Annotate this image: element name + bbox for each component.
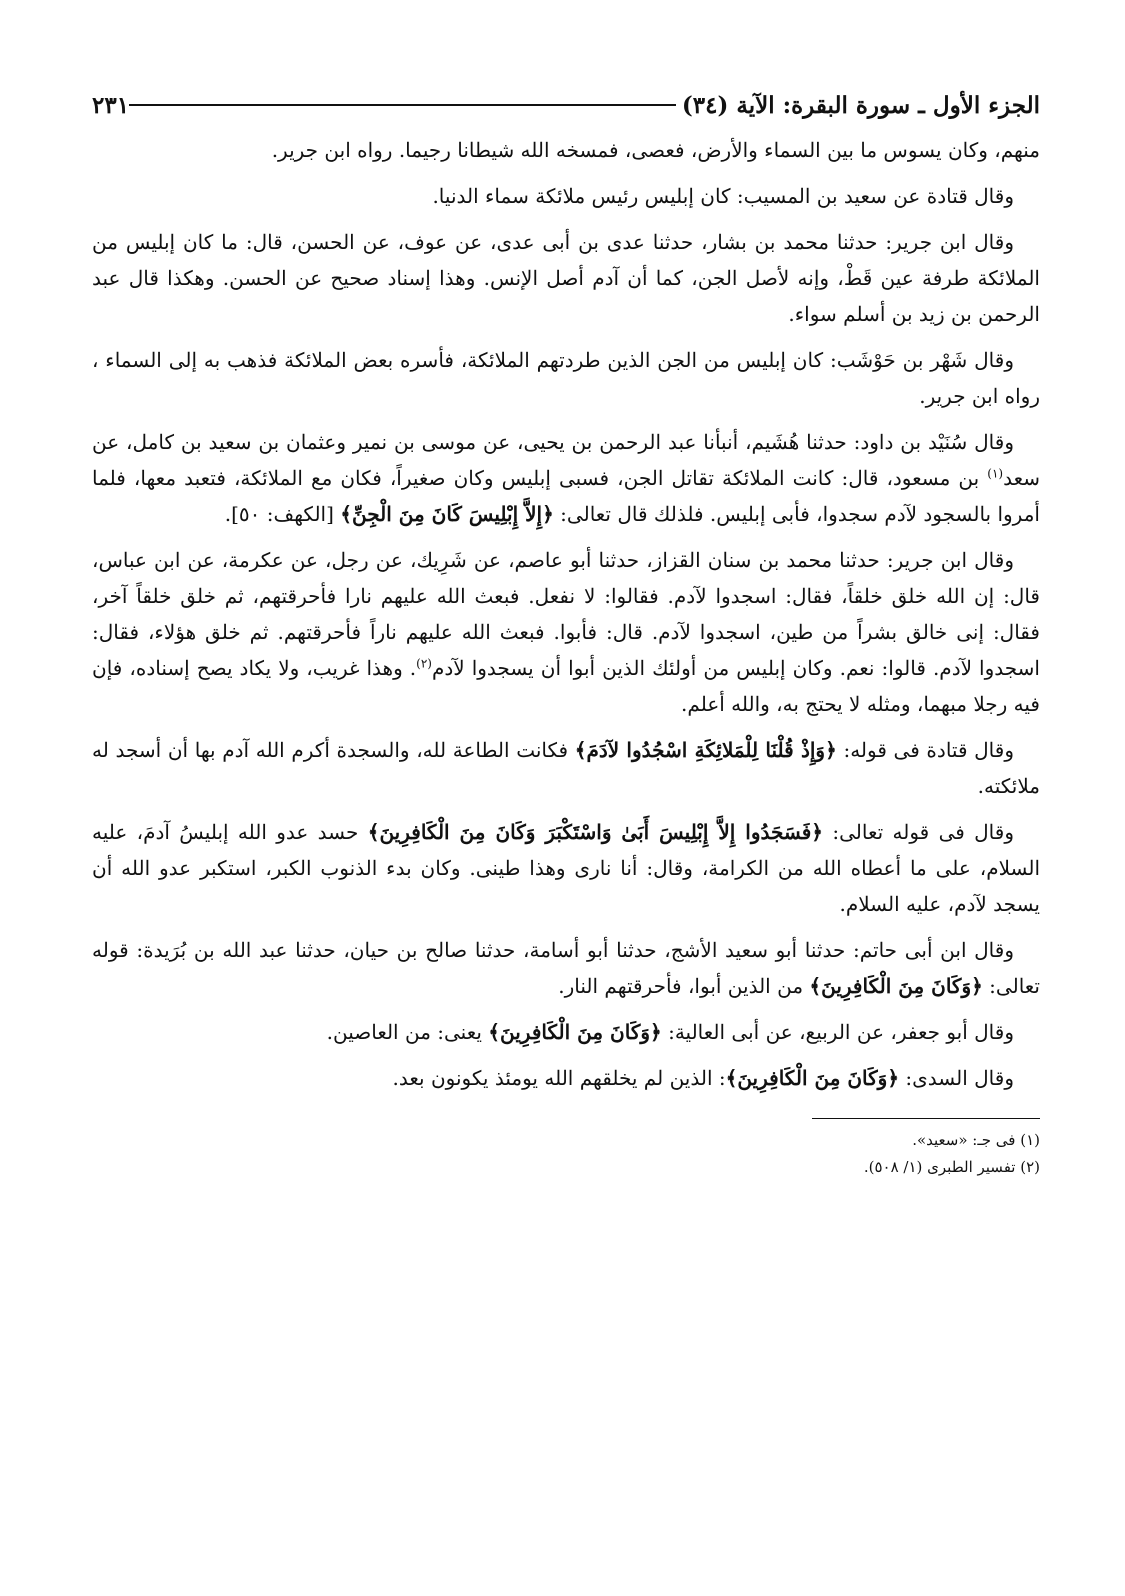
header-title: الجزء الأول ـ سورة البقرة: الآية (٣٤) <box>681 91 1040 119</box>
paragraph <box>92 814 1040 922</box>
quran-verse: ﴿وَكَانَ مِنَ الْكَافِرِينَ﴾ <box>488 1020 662 1044</box>
paragraph-text: وقال ابن أبى حاتم: حدثنا أبو سعيد الأشج، حدثنا أبو أسامة، حدثنا صالح بن حيان، حدثنا عبد الله بن بُرَيدة: قوله تعالى: <box>92 938 1040 998</box>
paragraph-text: وقال قتادة عن سعيد بن المسيب: كان إبليس رئيس ملائكة سماء الدنيا. <box>432 184 1014 208</box>
footnote-marker[interactable]: (١) <box>987 466 1004 481</box>
header-rule <box>129 104 676 106</box>
paragraph <box>92 542 1040 722</box>
paragraph <box>92 1060 1040 1096</box>
quran-verse: ﴿وَكَانَ مِنَ الْكَافِرِينَ﴾ <box>725 1066 900 1090</box>
footnote: (٢) تفسير الطبرى (١/ ٥٠٨). <box>863 1158 1040 1176</box>
footnote-marker[interactable]: (٢) <box>416 656 432 671</box>
paragraph <box>92 424 1040 532</box>
quran-verse: ﴿وَإِذْ قُلْنَا لِلْمَلائِكَةِ اسْجُدُوا لآدَمَ﴾ <box>574 738 837 762</box>
paragraph-text: منهم، وكان يسوس ما بين السماء والأرض، فعصى، فمسخه الله شيطانا رجيما. رواه ابن جرير. <box>271 138 1040 162</box>
paragraph-text: بن مسعود، قال: كانت الملائكة تقاتل الجن، فسبى إبليس وكان صغيراً، فكان مع الملائكة، فتعبد معها، فلما أمروا بالسجود لآدم سجدوا، فأبى إبليس. فلذلك قال تعالى: <box>92 466 1040 526</box>
paragraph-text: فكانت الطاعة لله، والسجدة أكرم الله آدم بها أن أسجد له ملائكته. <box>92 738 1040 798</box>
paragraph-text: وقال ابن جرير: حدثنا محمد بن سنان القزاز، حدثنا أبو عاصم، عن شَرِيك، عن رجل، عن عكرمة، عن ابن عباس، قال: إن الله خلق خلقاً، فقال: اسجدوا لآدم. فقالوا: لا نفعل. فبعث الله عليهم نارا فأحرقتهم، ثم خلق خلقاً آخر، فقال: إنى خالق بشراً من طين، اسجدوا لآدم. قال: فأبوا. فبعث الله عليهم ناراً فأحرقتهم. ثم خلق هؤلاء، فقال: اسجدوا لآدم. قالوا: نعم. وكان إبليس من أولئك الذين أبوا أن يسجدوا لآدم <box>92 548 1040 680</box>
paragraph <box>92 1014 1040 1050</box>
book-page <box>92 88 1040 1181</box>
quran-verse: ﴿فَسَجَدُوا إِلاَّ إِبْلِيسَ أَبَىٰ وَاسْتَكْبَرَ وَكَانَ مِنَ الْكَافِرِينَ﴾ <box>367 820 824 844</box>
paragraph-text: يعنى: من العاصين. <box>326 1020 489 1044</box>
footnote: (١) فى جـ: «سعيد». <box>912 1131 1040 1149</box>
paragraph <box>92 342 1040 414</box>
paragraph-text: وقال أبو جعفر، عن الربيع، عن أبى العالية: <box>661 1020 1014 1044</box>
quran-verse: ﴿إِلاَّ إِبْلِيسَ كَانَ مِنَ الْجِنِّ﴾ <box>340 502 554 526</box>
footnote-separator <box>812 1118 1040 1119</box>
paragraph-text: وقال شَهْر بن حَوْشَب: كان إبليس من الجن الذين طردتهم الملائكة، فأسره بعض الملائكة فذهب به إلى السماء ، رواه ابن جرير. <box>92 348 1040 408</box>
paragraph <box>92 932 1040 1004</box>
paragraph-text: . وهذا غريب، ولا يكاد يصح إسناده، فإن فيه رجلا مبهما، ومثله لا يحتج به، والله أعلم. <box>92 656 1040 716</box>
paragraph <box>92 732 1040 804</box>
paragraph-text: : الذين لم يخلقهم الله يومئذ يكونون بعد. <box>392 1066 726 1090</box>
paragraph-text: وقال سُنَيْد بن داود: حدثنا هُشَيم، أنبأنا عبد الرحمن بن يحيى، عن موسى بن نمير وعثمان بن سعيد بن كامل، عن سعد <box>92 430 1040 490</box>
running-header <box>92 88 1040 122</box>
quran-verse: ﴿وَكَانَ مِنَ الْكَافِرِينَ﴾ <box>809 974 983 998</box>
paragraph-text: وقال ابن جرير: حدثنا محمد بن بشار، حدثنا عدى بن أبى عدى، عن عوف، عن الحسن، قال: ما كان إبليس من الملائكة طرفة عين قَطْ، وإنه لأصل الجن، كما أن آدم أصل الإنس. وهذا إسناد صحيح عن الحسن. وهكذا قال عبد الرحمن بن زيد بن أسلم سواء. <box>92 230 1040 326</box>
paragraph-text: من الذين أبوا، فأحرقتهم النار. <box>558 974 810 998</box>
page-number: ٢٣١ <box>92 91 130 119</box>
paragraph <box>92 132 1040 168</box>
paragraph-text: حسد عدو الله إبليسُ آدمَ، عليه السلام، على ما أعطاه الله من الكرامة، وقال: أنا نارى وهذا طينى. وكان بدء الذنوب الكبر، استكبر عدو الله أن يسجد لآدم، عليه السلام. <box>92 820 1040 916</box>
paragraph <box>92 178 1040 214</box>
paragraph-text: وقال قتادة فى قوله: <box>836 738 1014 762</box>
paragraph <box>92 224 1040 332</box>
paragraph-text: وقال السدى: <box>899 1066 1014 1090</box>
paragraph-text: وقال فى قوله تعالى: <box>823 820 1014 844</box>
paragraph-text: [الكهف: ٥٠]. <box>224 502 341 526</box>
